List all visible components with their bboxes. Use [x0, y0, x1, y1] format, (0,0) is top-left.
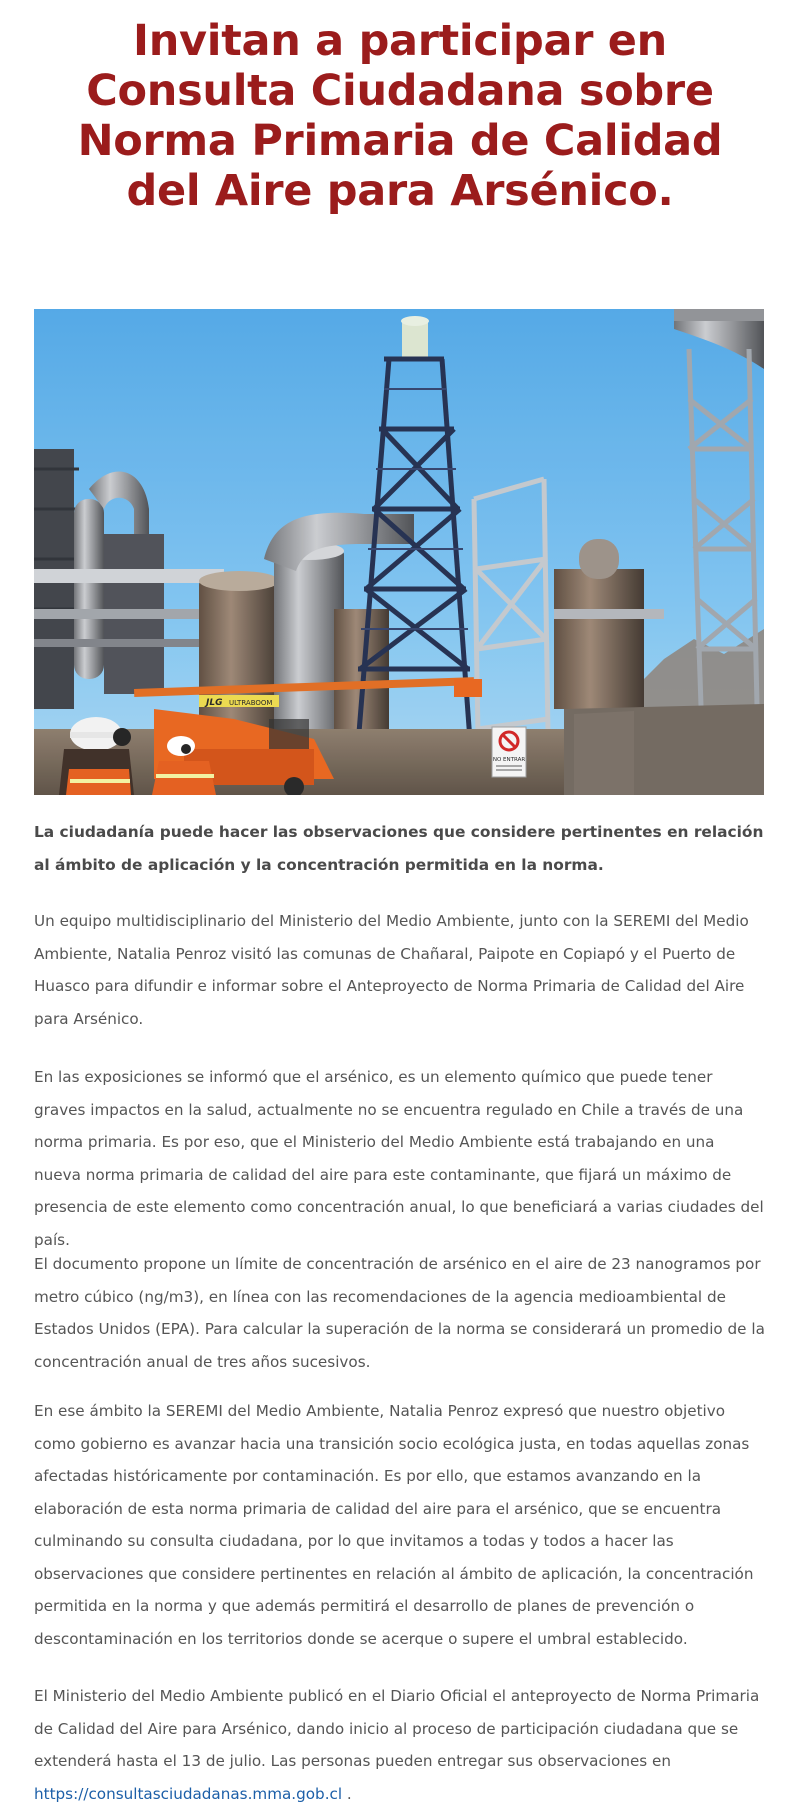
article-paragraph: En ese ámbito la SEREMI del Medio Ambiente, Natalia Penroz expresó que nuestro objetivo como gobierno es avanzar hacia una transición socio ecológica justa, en todas aquellas zonas afectadas históricamente por contaminación. Es por ello, que estamos avanzando en la elaboración de esta norma primaria de calidad del aire para el arsénico, que se encuentra culminando su consulta ciudadana, por lo que invitamos a todas y todos a hacer las observaciones que considere pertinentes en relación al ámbito de aplicación, la concentración permitida en la norma y que además permitirá el desarrollo de planes de prevención o descontaminación en los territorios donde se acerque o supere el umbral establecido.: [34, 1402, 754, 1648]
final-paragraph-trailing: .: [342, 1784, 352, 1803]
final-paragraph-text: El Ministerio del Medio Ambiente publicó en el Diario Oficial el anteproyecto de Norma Primaria de Calidad del Aire para Arsénico, dando inicio al proceso de participación ciudadana que se extenderá hasta el 13 de julio. Las personas pueden entregar sus observaciones en: [34, 1687, 760, 1770]
industrial-plant-photo: [34, 309, 764, 795]
article-paragraph-final: [34, 1680, 766, 1810]
lift-model: ULTRABOOM: [229, 699, 273, 707]
article-paragraph: Un equipo multidisciplinario del Ministerio del Medio Ambiente, junto con la SEREMI del Medio Ambiente, Natalia Penroz visitó las comunas de Chañaral, Paipote en Copiapó y el Puerto de Huasco para difundir e informar sobre el Anteproyecto de Norma Primaria de Calidad del Aire para Arsénico.: [34, 912, 749, 1028]
article-title: Invitan a participar en Consulta Ciudadana sobre Norma Primaria de Calidad del Aire para Arsénico.: [77, 16, 723, 216]
consulta-ciudadana-link[interactable]: https://consultasciudadanas.mma.gob.cl: [34, 1784, 343, 1803]
article-paragraph: En las exposiciones se informó que el arsénico, es un elemento químico que puede tener graves impactos en la salud, actualmente no se encuentra regulado en Chile a través de una norma primaria. Es por eso, que el Ministerio del Medio Ambiente está trabajando en una nueva norma primaria de calidad del aire para este contaminante, que fijará un máximo de presencia de este elemento como concentración anual, lo que beneficiará a varias ciudades del país.: [34, 1068, 764, 1249]
hero-photo: [34, 309, 764, 795]
lift-brand: JLG: [206, 698, 223, 708]
article-lead: La ciudadanía puede hacer las observaciones que considere pertinentes en relación al ámbito de aplicación y la concentración permitida en la norma.: [34, 823, 764, 874]
sign-text: NO ENTRAR: [492, 757, 526, 763]
article-paragraph: El documento propone un límite de concentración de arsénico en el aire de 23 nanogramos por metro cúbico (ng/m3), en línea con las recomendaciones de la agencia medioambiental de Estados Unidos (EPA). Para calcular la superación de la norma se considerará un promedio de la concentración anual de tres años sucesivos.: [34, 1255, 765, 1371]
